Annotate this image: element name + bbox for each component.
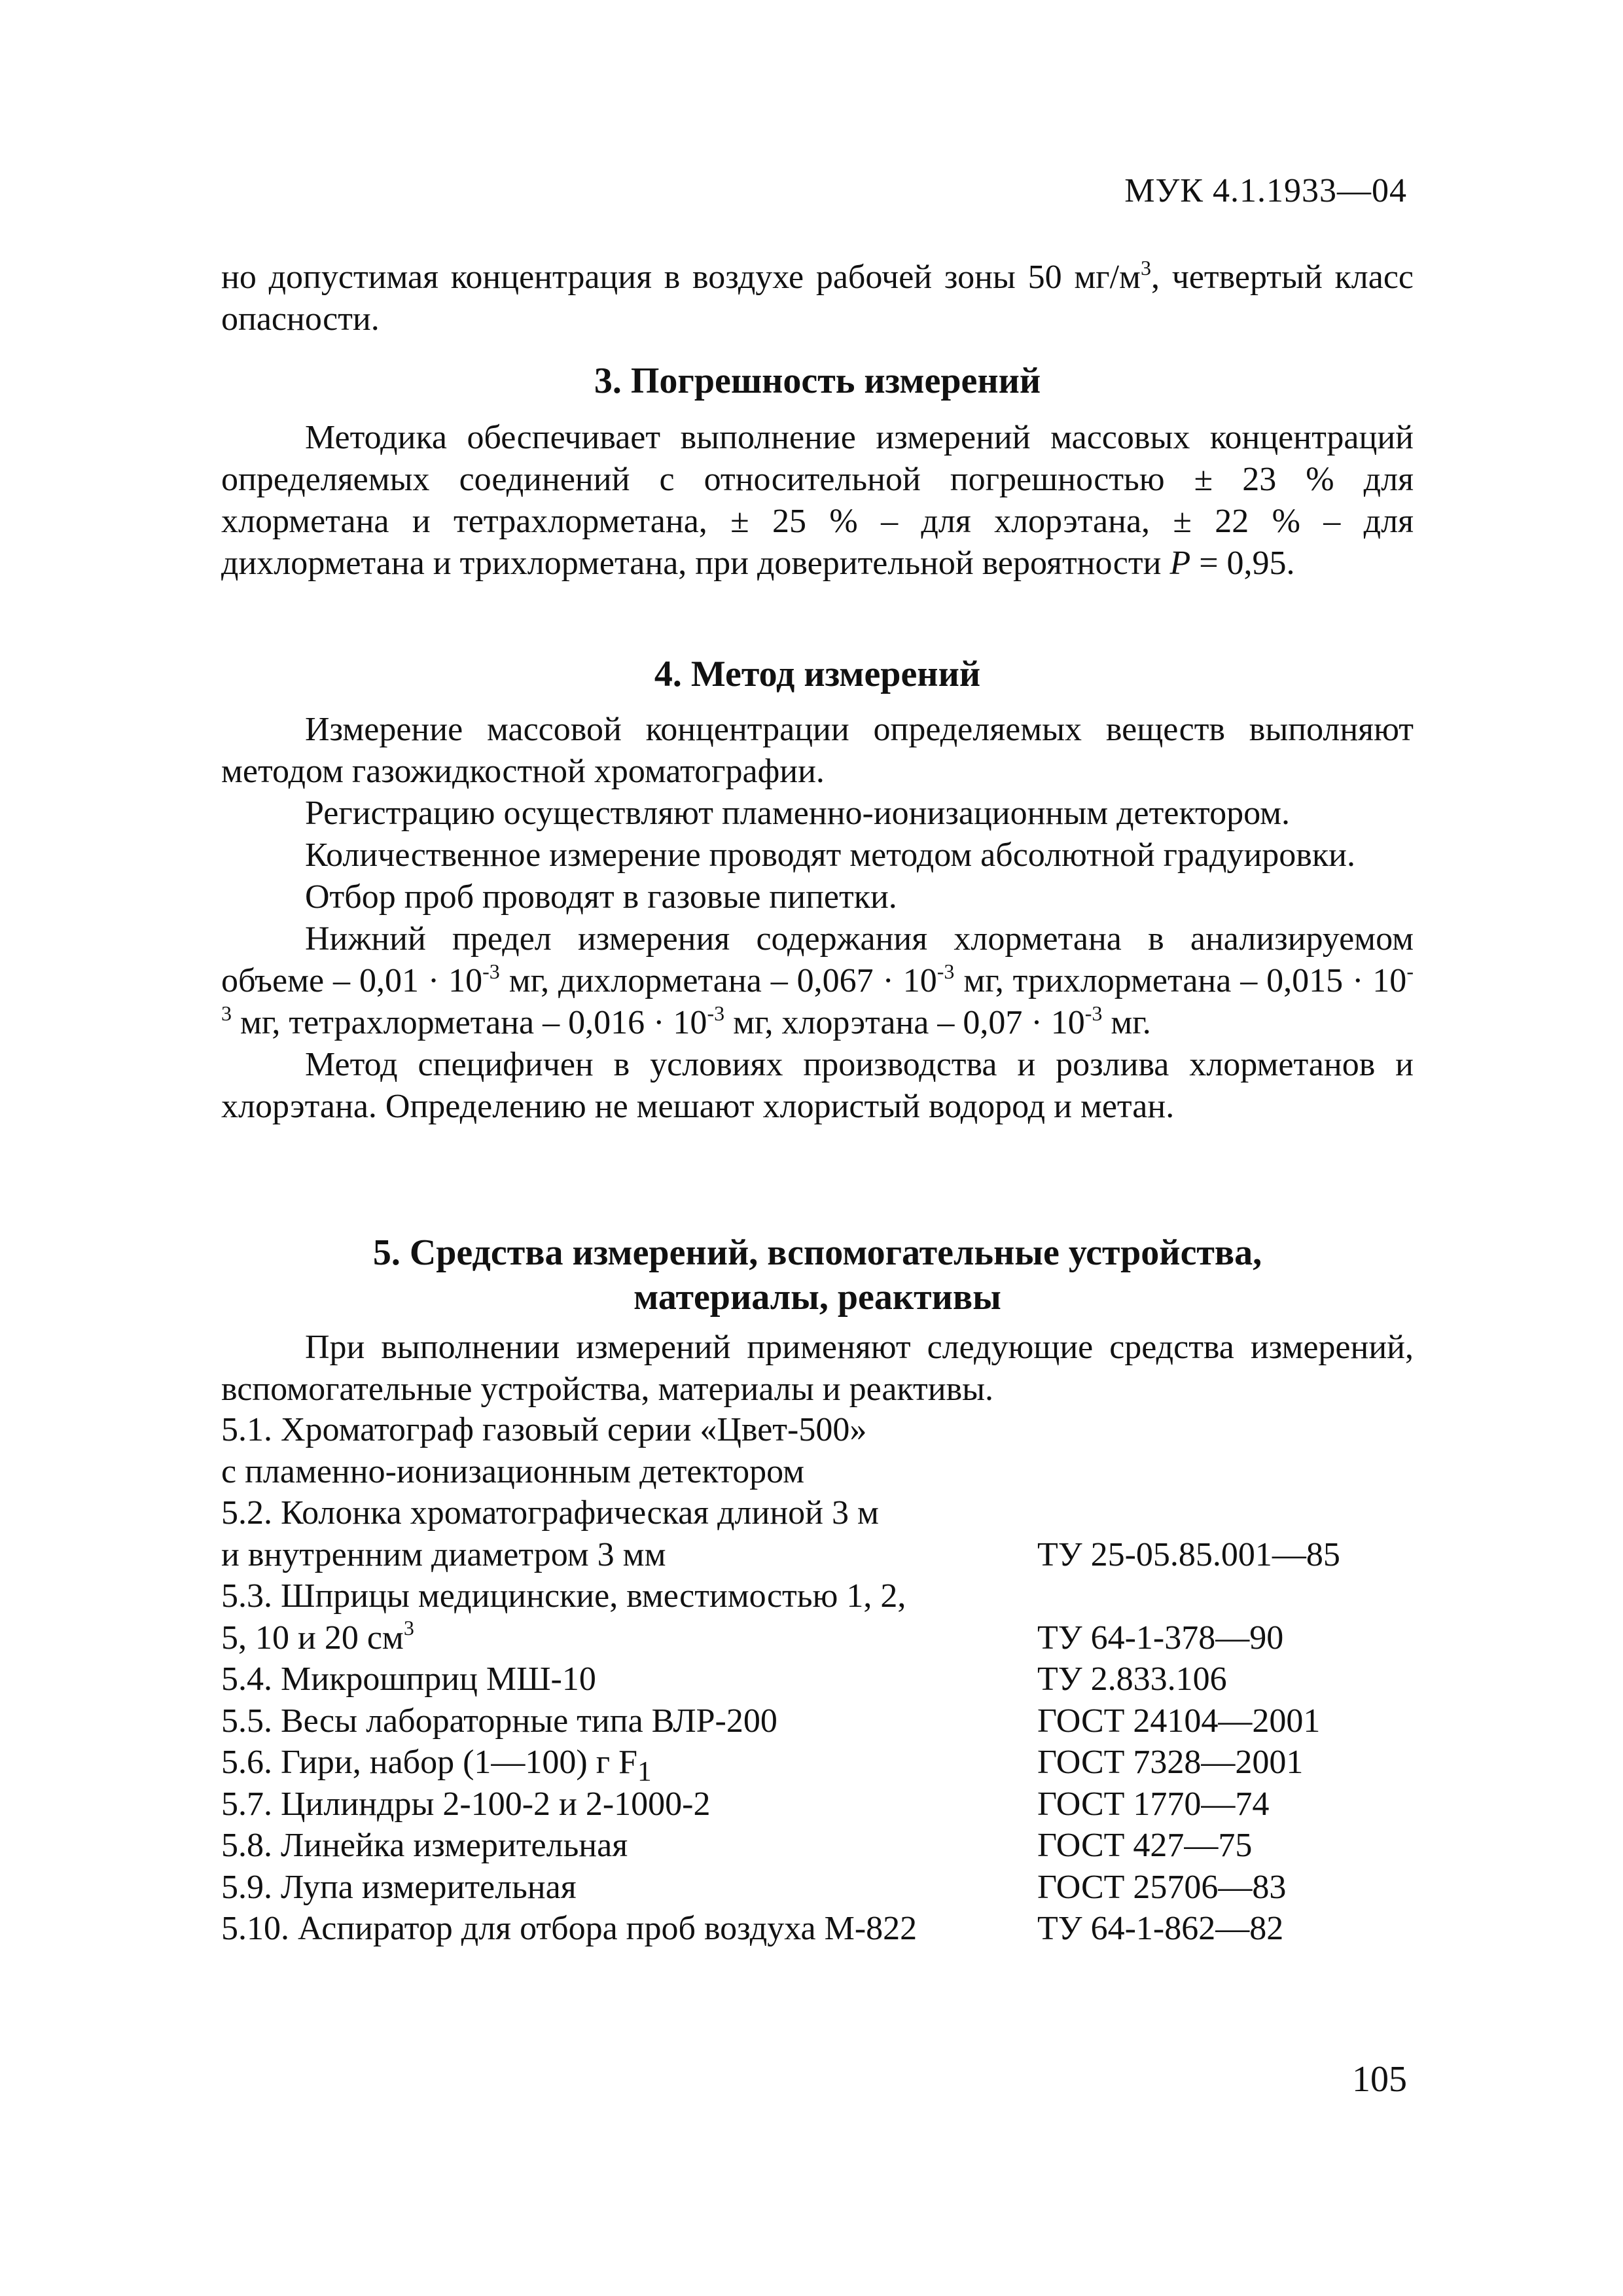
section-3-heading: 3. Погрешность измерений (594, 361, 1041, 401)
section-5-heading: 5. Средства измерений, вспомогательные устройства, материалы, реактивы (372, 1232, 1262, 1318)
equipment-list (221, 1409, 1465, 1950)
list-item: и внутренним диаметром 3 мм ТУ 25-05.85.001—85 (221, 1535, 1340, 1573)
paragraph: Регистрацию осуществляют пламенно-ионизационным детектором. (305, 795, 1290, 832)
list-item: 5.3. Шприцы медицинские, вместимостью 1, 2, (221, 1577, 906, 1615)
section-4-text (221, 709, 1414, 1128)
list-item: 5.8. Линейка измерительная ГОСТ 427—75 (221, 1827, 1253, 1864)
list-item: 5.9. Лупа измерительная ГОСТ 25706—83 (221, 1868, 1287, 1906)
section-5-intro: При выполнении измерений применяют следующие средства измерений, вспомогательные устройства, материалы и реактивы. (221, 1329, 1414, 1408)
detection-limits-paragraph: Нижний предел измерения содержания хлорметана в анализируемом объеме – $0,01 \cdot 10^{-3}$ мг, дихлорметана – $0,067 \cdot 10^{-3}$ мг, трихлорметана – $0,015 \cdot 10^{-3}$ мг, тетрахлорметана – $0,016 \cdot 10^{-3}$ мг, хлорэтана – $0,07 \cdot 10^{-3}$ мг. (221, 920, 1414, 1041)
list-item: 5.5. Весы лабораторные типа ВЛР-200 ГОСТ 24104—2001 (221, 1702, 1321, 1740)
paragraph: Метод специфичен в условиях производства и розлива хлорметанов и хлорэтана. Определению не мешают хлористый водород и метан. (221, 1046, 1414, 1125)
list-item: 5.6. Гири, набор (1—100) г $F_1$ ГОСТ 7328—2001 (221, 1744, 1304, 1787)
list-item: 5.4. Микрошприц МШ-10 ТУ 2.833.106 (221, 1660, 1227, 1698)
paragraph: Отбор проб проводят в газовые пипетки. (305, 878, 897, 916)
list-item: 5.10. Аспиратор для отбора проб воздуха М-822 ТУ 64-1-862—82 (221, 1910, 1284, 1947)
intro-paragraph: но допустимая концентрация в воздухе рабочей зоны 50 $мг/м^3$, четвертый класс опасности. (221, 255, 1414, 338)
paragraph: Измерение массовой концентрации определяемых веществ выполняют методом газожидкостной хроматографии. (221, 711, 1414, 790)
paragraph: Количественное измерение проводят методом абсолютной градуировки. (305, 836, 1355, 874)
list-item: 5.1. Хроматограф газовый серии «Цвет-500» (221, 1411, 867, 1448)
list-item: 5, 10 и 20 $см^3$ ТУ 64-1-378—90 (221, 1616, 1284, 1657)
page-number: 105 (1352, 2059, 1407, 2100)
list-item: 5.7. Цилиндры 2-100-2 и 2-1000-2 ГОСТ 1770—74 (221, 1785, 1270, 1823)
list-item: с пламенно-ионизационным детектором (221, 1452, 805, 1490)
list-item: 5.2. Колонка хроматографическая длиной 3 м (221, 1494, 879, 1532)
document-code: МУК 4.1.1933—04 (1124, 172, 1407, 209)
section-3-text: Методика обеспечивает выполнение измерений массовых концентраций определяемых соединений с относительной погрешностью ± 23 % для хлорметана и тетрахлорметана, ± 25 % – для хлорэтана, ± 22 % – для дихлорметана и трихлорметана, при доверительной вероятности P = 0,95. (221, 419, 1414, 582)
section-4-heading: 4. Метод измерений (654, 654, 981, 694)
